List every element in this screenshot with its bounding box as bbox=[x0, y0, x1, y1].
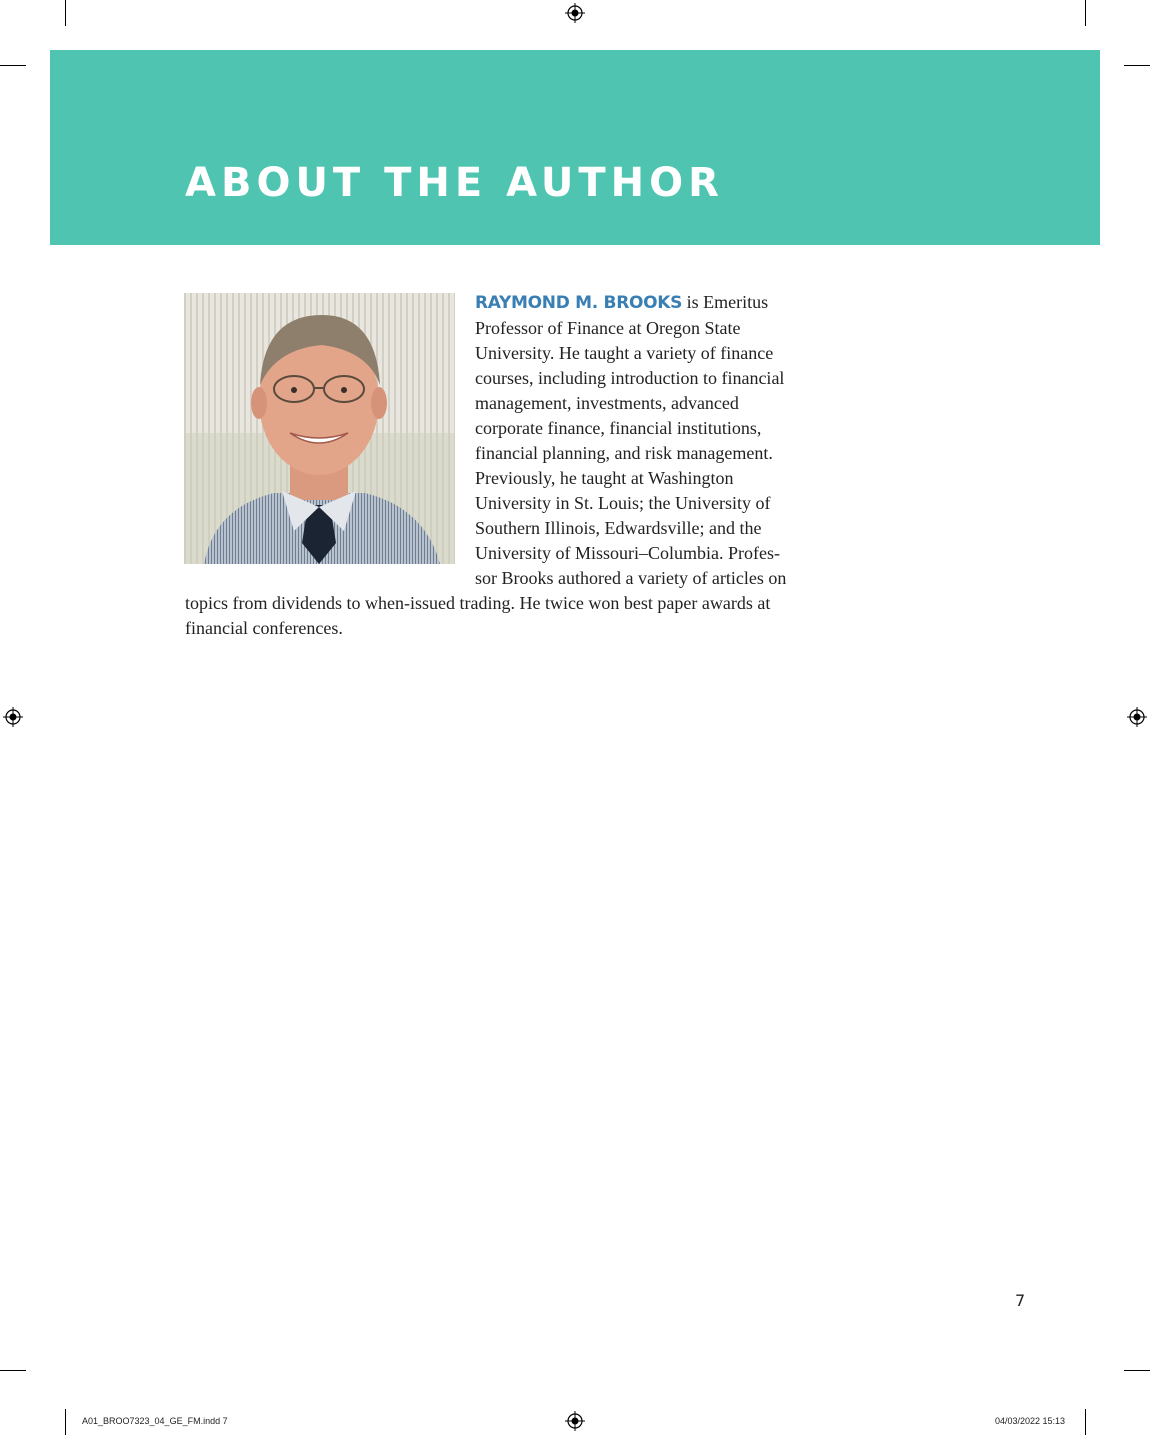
slug-filename: A01_BROO7323_04_GE_FM.indd 7 bbox=[82, 1416, 228, 1426]
crop-mark bbox=[1124, 1370, 1150, 1371]
page-number: 7 bbox=[1015, 1291, 1026, 1310]
header-band bbox=[50, 50, 1100, 245]
registration-mark-icon bbox=[1127, 707, 1147, 727]
crop-mark bbox=[0, 1370, 26, 1371]
crop-mark bbox=[1124, 65, 1150, 66]
page-title: ABOUT THE AUTHOR bbox=[185, 160, 724, 206]
author-bio-text: is Emeritus Professor of Finance at Oregon State University. He taught a variety of finance courses, including introduction to financial management, investments, advanced corporate finance, financial institutions, financial planning, and risk management. Previously, he taught at Washington University in St. Louis; the University of Southern Illinois, Edwardsville; and the University of Missouri–Columbia. Professor Brooks authored a variety of articles on topics from dividends to when-issued trading. He twice won best paper awards at financial conferences. bbox=[185, 292, 787, 638]
registration-mark-icon bbox=[565, 1411, 585, 1431]
registration-mark-icon bbox=[3, 707, 23, 727]
registration-mark-icon bbox=[565, 3, 585, 23]
author-bio bbox=[185, 290, 791, 641]
crop-mark bbox=[1085, 0, 1086, 26]
crop-mark bbox=[65, 1409, 66, 1435]
slug-datetime: 04/03/2022 15:13 bbox=[995, 1416, 1066, 1426]
crop-mark bbox=[1085, 1409, 1086, 1435]
author-name: RAYMOND M. BROOKS bbox=[475, 293, 683, 313]
crop-mark bbox=[65, 0, 66, 26]
photo-wrap-spacer bbox=[185, 290, 457, 590]
crop-mark bbox=[0, 65, 26, 66]
